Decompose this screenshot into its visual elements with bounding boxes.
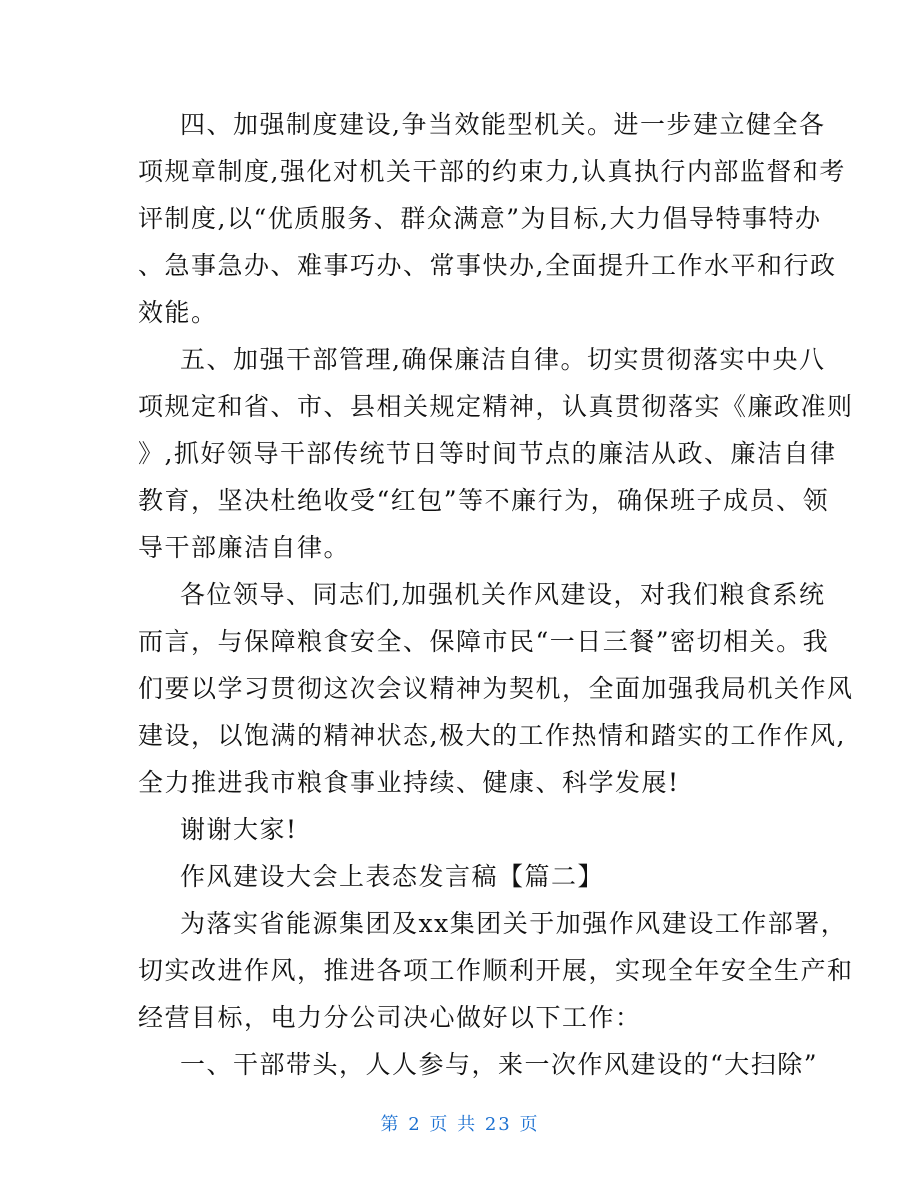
paragraph-5-line-1: 五、加强干部管理,确保廉洁自律。切实贯彻落实中央八 [180,345,826,374]
paragraph-5-line-4: 教育，坚决杜绝收受“红包”等不廉行为，确保班子成员、领 [138,486,830,515]
paragraph-4-line-1: 四、加强制度建设,争当效能型机关。进一步建立健全各 [180,110,826,139]
paragraph-5-line-3: 》,抓好领导干部传统节日等时间节点的廉洁从政、廉洁自律 [138,439,837,468]
part-2-paragraph-line-2: 切实改进作风，推进各项工作顺利开展，实现全年安全生产和 [138,956,854,985]
closing-paragraph-line-4: 建设，以饱满的精神状态,极大的工作热情和踏实的工作作风, [138,721,846,750]
page-number-footer: 第 2 页 共 23 页 [380,1114,540,1135]
paragraph-4-line-3: 评制度,以“优质服务、群众满意”为目标,大力倡导特事特办 [138,204,822,233]
section-title: 作风建设大会上表态发言稿【篇二】 [180,862,605,891]
paragraph-5-line-5: 导干部廉洁自律。 [138,533,351,562]
closing-paragraph-line-3: 们要以学习贯彻这次会议精神为契机，全面加强我局机关作风 [138,674,854,703]
part-2-paragraph-line-3: 经营目标，电力分公司决心做好以下工作： [138,1003,642,1032]
paragraph-4-line-2: 项规章制度,强化对机关干部的约束力,认真执行内部监督和考 [138,157,846,186]
paragraph-4-line-5: 效能。 [138,298,218,327]
closing-paragraph-line-2: 而言，与保障粮食安全、保障市民“一日三餐”密切相关。我 [138,627,830,656]
part-2-item-1: 一、干部带头，人人参与，来一次作风建设的“大扫除” [180,1050,819,1079]
closing-paragraph-line-5: 全力推进我市粮食事业持续、健康、科学发展! [138,768,680,797]
paragraph-4-line-4: 、急事急办、难事巧办、常事快办,全面提升工作水平和行政 [138,251,837,280]
thanks-line: 谢谢大家! [180,815,298,844]
paragraph-5-line-2: 项规定和省、市、县相关规定精神，认真贯彻落实《廉政准则 [138,392,854,421]
closing-paragraph-line-1: 各位领导、同志们,加强机关作风建设，对我们粮食系统 [180,580,826,609]
part-2-paragraph-line-1: 为落实省能源集团及xx集团关于加强作风建设工作部署， [180,909,848,938]
